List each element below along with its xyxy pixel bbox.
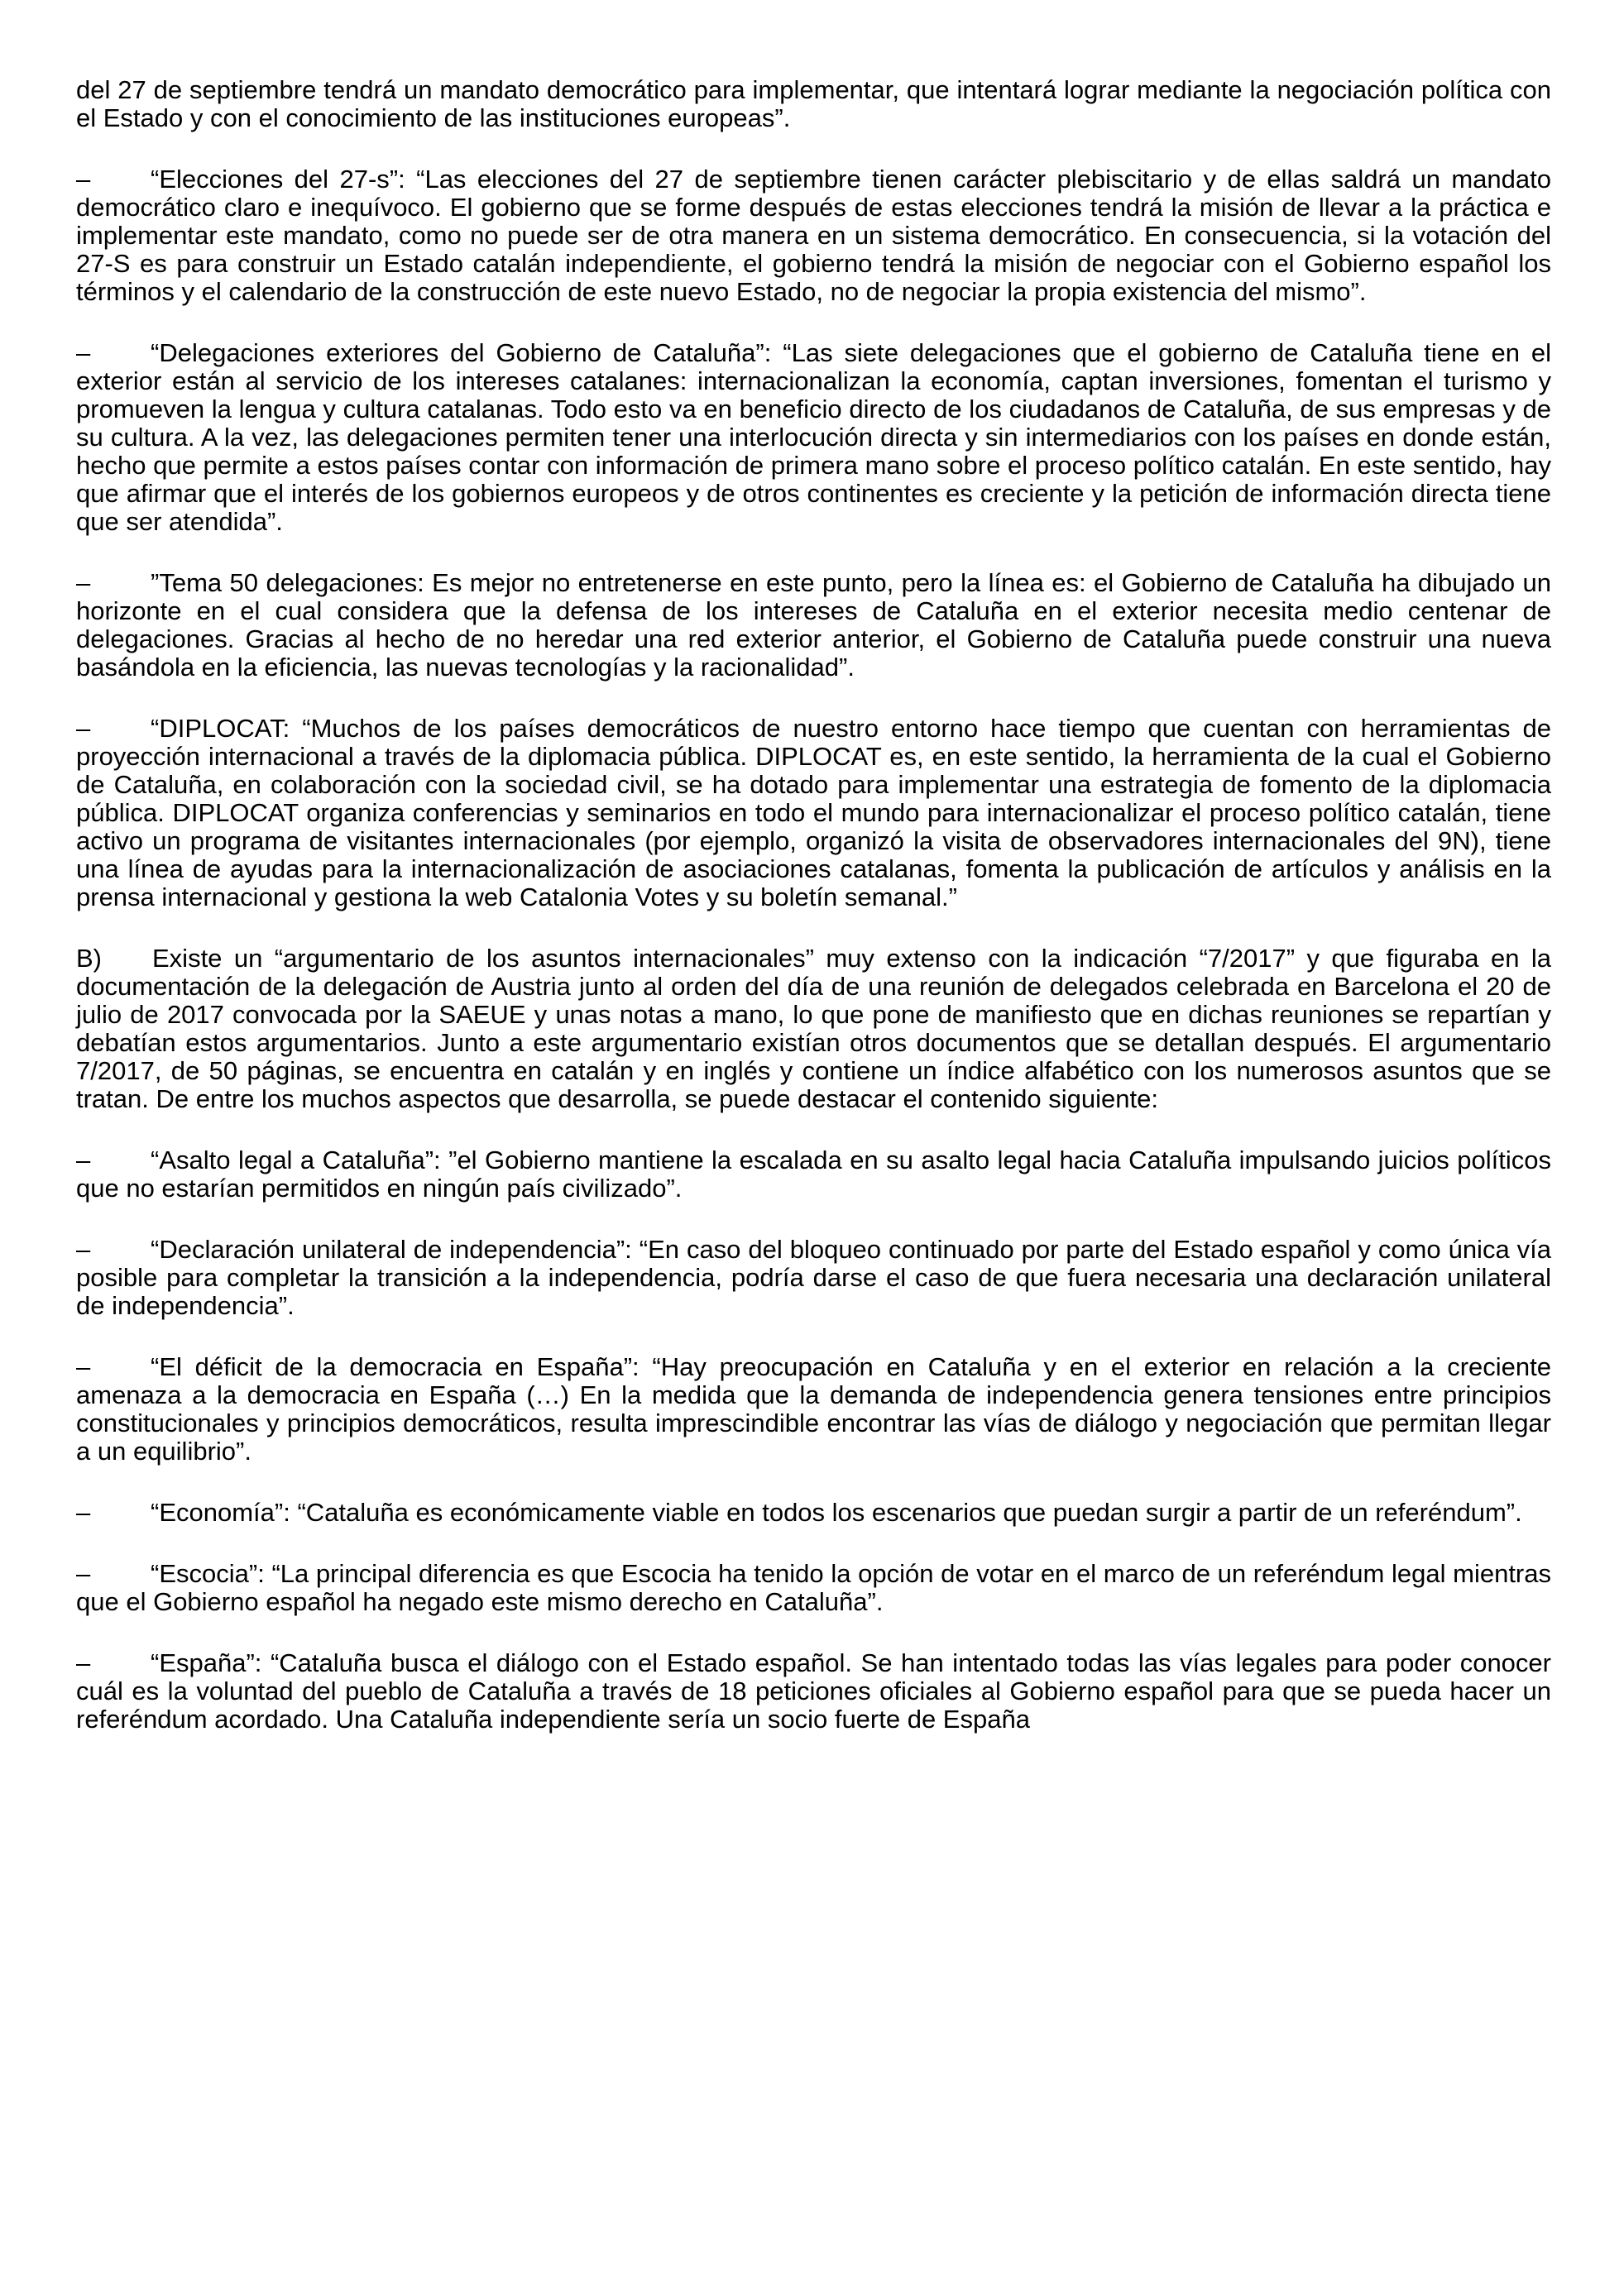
bullet-dash: –	[76, 568, 91, 597]
paragraph-text: “DIPLOCAT: “Muchos de los países democráticos de nuestro entorno hace tiempo que cuentan con herramientas de proyección internacional a través de la diplomacia pública. DIPLOCAT es, en este sentido, la herramienta de la cual el Gobierno de Cataluña, en colaboración con la sociedad civil, se ha dotado para implementar una estrategia de fomento de la diplomacia pública. DIPLOCAT organiza conferencias y seminarios en todo el mundo para internacionalizar el proceso político catalán, tiene activo un programa de visitantes internacionales (por ejemplo, organizó la visita de observadores internacionales del 9N), tiene una línea de ayudas para la internacionalización de asociaciones catalanas, fomenta la publicación de artículos y análisis en la prensa internacional y gestiona la web Catalonia Votes y su boletín semanal.”	[76, 714, 1551, 911]
bullet-espana	[76, 1649, 1551, 1734]
bullet-asalto-legal	[76, 1146, 1551, 1203]
paragraph-intro	[76, 76, 1551, 132]
bullet-dash: –	[76, 714, 91, 743]
bullet-escocia	[76, 1560, 1551, 1616]
bullet-delegaciones-exteriores	[76, 339, 1551, 536]
bullet-dash: –	[76, 338, 91, 367]
bullet-dash: –	[76, 1352, 91, 1381]
bullet-tema-50-delegaciones	[76, 569, 1551, 682]
bullet-dash: –	[76, 1146, 91, 1174]
paragraph-text: “El déficit de la democracia en España”: “Hay preocupación en Cataluña y en el exterior en relación a la creciente amenaza a la democracia en España (…) En la medida que la demanda de independencia genera tensiones entre principios constitucionales y principios democráticos, resulta imprescindible encontrar las vías de diálogo y negociación que permitan llegar a un equilibrio”.	[76, 1352, 1551, 1466]
bullet-dash: –	[76, 1648, 91, 1677]
bullet-dash: –	[76, 165, 91, 194]
paragraph-text: “Elecciones del 27-s”: “Las elecciones del 27 de septiembre tienen carácter plebiscitario y de ellas saldrá un mandato democrático claro e inequívoco. El gobierno que se forme después de estas elecciones tendrá la misión de llevar a la práctica e implementar este mandato, como no puede ser de otra manera en un sistema democrático. En consecuencia, si la votación del 27-S es para construir un Estado catalán independiente, el gobierno tendrá la misión de negociar con el Gobierno español los términos y el calendario de la construcción de este nuevo Estado, no de negociar la propia existencia del mismo”.	[76, 165, 1551, 306]
section-letter: B)	[76, 944, 102, 973]
bullet-elecciones-27s	[76, 165, 1551, 306]
bullet-dash: –	[76, 1559, 91, 1588]
paragraph-text: “Delegaciones exteriores del Gobierno de Cataluña”: “Las siete delegaciones que el gobierno de Cataluña tiene en el exterior están al servicio de los intereses catalanes: internacionalizan la economía, captan inversiones, fomentan el turismo y promueven la lengua y cultura catalanas. Todo esto va en beneficio directo de los ciudadanos de Cataluña, de sus empresas y de su cultura. A la vez, las delegaciones permiten tener una interlocución directa y sin intermediarios con los países en donde están, hecho que permite a estos países contar con información de primera mano sobre el proceso político catalán. En este sentido, hay que afirmar que el interés de los gobiernos europeos y de otros continentes es creciente y la petición de información directa tiene que ser atendida”.	[76, 338, 1551, 536]
paragraph-text: “España”: “Cataluña busca el diálogo con el Estado español. Se han intentado todas las vías legales para poder conocer cuál es la voluntad del pueblo de Cataluña a través de 18 peticiones oficiales al Gobierno español para que se pueda hacer un referéndum acordado. Una Cataluña independiente sería un socio fuerte de España	[76, 1648, 1551, 1734]
paragraph-text: “Declaración unilateral de independencia”: “En caso del bloqueo continuado por parte del Estado español y como única vía posible para completar la transición a la independencia, podría darse el caso de que fuera necesaria una declaración unilateral de independencia”.	[76, 1235, 1551, 1320]
bullet-dash: –	[76, 1498, 91, 1527]
paragraph-text: “Asalto legal a Cataluña”: ”el Gobierno mantiene la escalada en su asalto legal hacia Cataluña impulsando juicios políticos que no estarían permitidos en ningún país civilizado”.	[76, 1146, 1551, 1203]
bullet-economia	[76, 1499, 1551, 1527]
bullet-declaracion-unilateral	[76, 1236, 1551, 1320]
section-b-paragraph	[76, 945, 1551, 1113]
paragraph-text: Existe un “argumentario de los asuntos internacionales” muy extenso con la indicación “7/2017” y que figuraba en la documentación de la delegación de Austria junto al orden del día de una reunión de delegados celebrada en Barcelona el 20 de julio de 2017 convocada por la SAEUE y unas notas a mano, lo que pone de manifiesto que en dichas reuniones se repartían y debatían estos argumentarios. Junto a este argumentario existían otros documentos que se detallan después. El argumentario 7/2017, de 50 páginas, se encuentra en catalán y en inglés y contiene un índice alfabético con los numerosos asuntos que se tratan. De entre los muchos aspectos que desarrolla, se puede destacar el contenido siguiente:	[76, 944, 1551, 1113]
bullet-deficit-democracia	[76, 1353, 1551, 1466]
paragraph-text: “Escocia”: “La principal diferencia es que Escocia ha tenido la opción de votar en el marco de un referéndum legal mientras que el Gobierno español ha negado este mismo derecho en Cataluña”.	[76, 1559, 1551, 1616]
bullet-dash: –	[76, 1235, 91, 1264]
bullet-diplocat	[76, 715, 1551, 911]
paragraph-text: “Economía”: “Cataluña es económicamente viable en todos los escenarios que puedan surgir a partir de un referéndum”.	[151, 1498, 1522, 1527]
paragraph-text: ”Tema 50 delegaciones: Es mejor no entretenerse en este punto, pero la línea es: el Gobierno de Cataluña ha dibujado un horizonte en el cual considera que la defensa de los intereses de Cataluña en el exterior necesita medio centenar de delegaciones. Gracias al hecho de no heredar una red exterior anterior, el Gobierno de Cataluña puede construir una nueva basándola en la eficiencia, las nuevas tecnologías y la racionalidad”.	[76, 568, 1551, 682]
paragraph-text: del 27 de septiembre tendrá un mandato democrático para implementar, que intentará lograr mediante la negociación política con el Estado y con el conocimiento de las instituciones europeas”.	[76, 75, 1551, 132]
